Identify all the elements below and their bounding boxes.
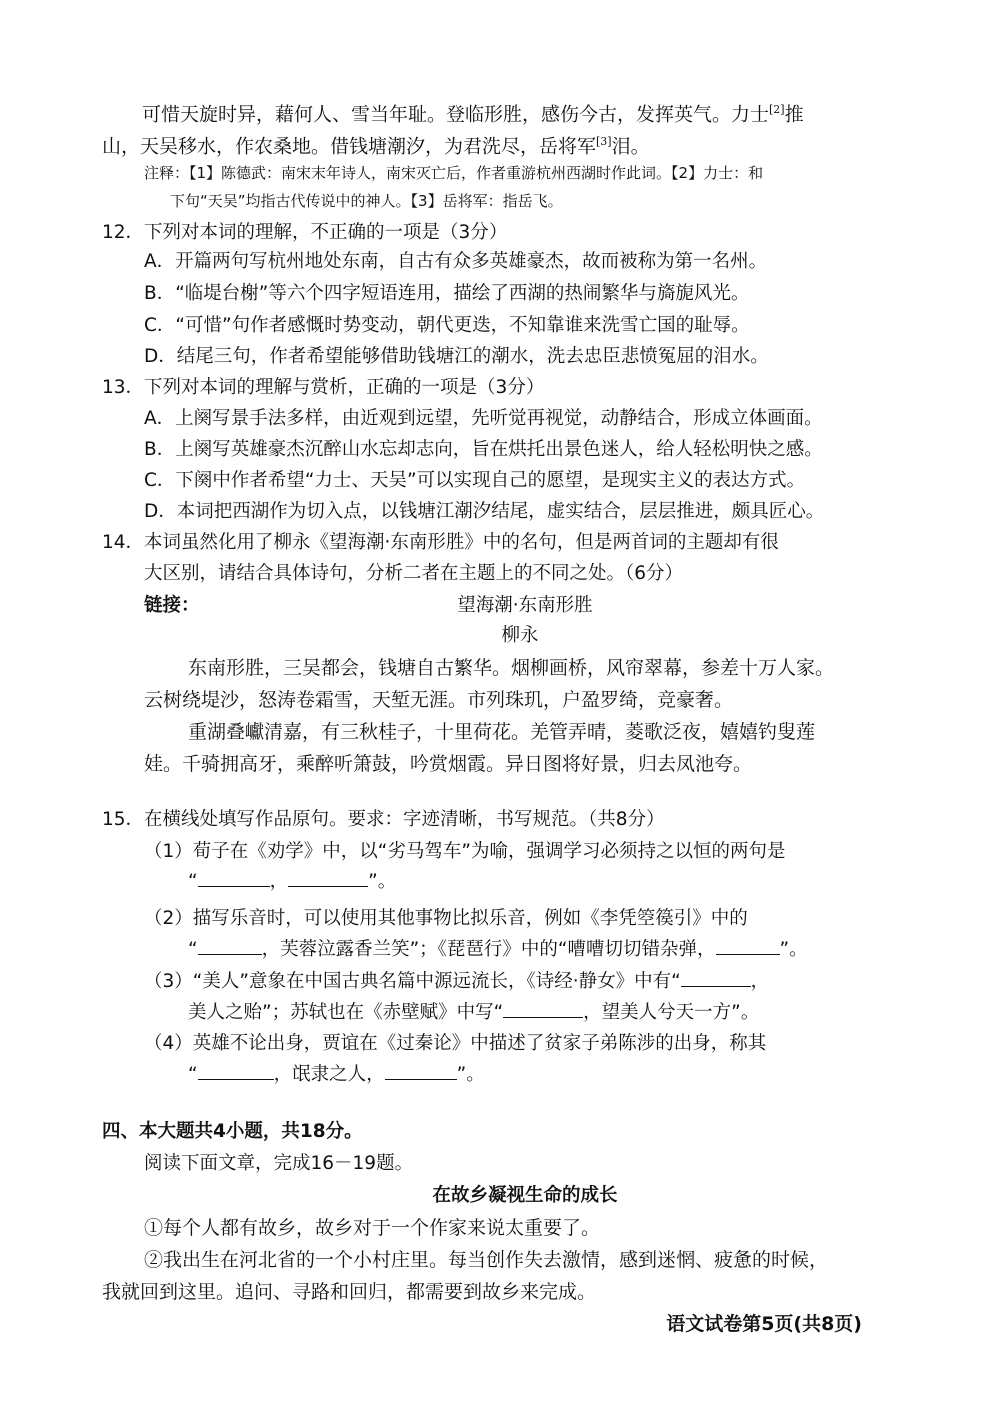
article-paragraph-2-line-2: 我就回到这里。追问、寻路和回归，都需要到故乡来完成。 [102, 1281, 597, 1303]
question-13-option-a: A．上阕写景手法多样，由近观到远望，先听觉再视觉，动静结合，形成立体画面。 [144, 408, 823, 429]
question-13-stem: 13．下列对本词的理解与赏析，正确的一项是（3分） [102, 377, 545, 398]
question-13-option-b: B．上阕写英雄豪杰沉醉山水忘却志向，旨在烘托出景色迷人，给人轻松明快之感。 [144, 439, 823, 460]
question-12-stem: 12．下列对本词的理解，不正确的一项是（3分） [102, 222, 508, 243]
article-paragraph-1: ①每个人都有故乡，故乡对于一个作家来说太重要了。 [144, 1217, 601, 1239]
link-poem-author: 柳永 [501, 625, 539, 646]
poem-text: 泪。 [611, 135, 650, 158]
article-title: 在故乡凝视生命的成长 [432, 1185, 618, 1206]
question-13-option-d: D．本词把西湖作为切入点，以钱塘江潮汐结尾，虚实结合，层层推进，颇具匠心。 [144, 501, 825, 522]
question-15-stem: 15．在横线处填写作品原句。要求：字迹清晰，书写规范。（共8分） [102, 809, 665, 830]
question-15-3-line-2: 美人之贻”；苏轼也在《赤壁赋》中写“ ，望美人兮天一方”。 [188, 1002, 760, 1023]
question-15-4-line-1: （4）英雄不论出身，贾谊在《过秦论》中描述了贫家子弟陈涉的出身，称其 [144, 1033, 767, 1054]
answer-blank[interactable] [288, 870, 368, 887]
notes-line-2: 下句“天吴”均指古代传说中的神人。【3】岳将军：指岳飞。 [170, 192, 563, 210]
question-14-line-2: 大区别，请结合具体诗句，分析二者在主题上的不同之处。（6分） [144, 563, 684, 584]
notes-line-1: 注释：【1】陈德武：南宋末年诗人，南宋灭亡后，作者重游杭州西湖时作此词。【2】力士：和 [144, 164, 764, 182]
poem-tail-line-2 [102, 128, 650, 160]
answer-blank[interactable] [198, 870, 270, 887]
footnote-marker: [3] [596, 135, 612, 148]
question-15-1-line-2: “ ， ”。 [188, 871, 397, 892]
question-15-2-line-2: “ ，芙蓉泣露香兰笑”；《琵琶行》中的“嘈嘈切切错杂弹， ”。 [188, 939, 808, 960]
answer-blank[interactable] [198, 1063, 274, 1080]
question-13-option-c: C．下阕中作者希望“力士、天吴”可以实现自己的愿望，是现实主义的表达方式。 [144, 470, 806, 491]
question-15-4-line-2: “ ，氓隶之人， ”。 [188, 1064, 485, 1085]
poem-text: 推 [784, 103, 804, 126]
question-15-3-line-1: （3）“美人”意象在中国古典名篇中源远流长，《诗经·静女》中有“ ， [144, 971, 770, 992]
footnote-marker: [2] [769, 103, 785, 116]
question-12-option-b: B．“临堤台榭”等六个四字短语连用，描绘了西湖的热闹繁华与旖旎风光。 [144, 283, 750, 304]
question-14-line-1: 14．本词虽然化用了柳永《望海潮·东南形胜》中的名句，但是两首词的主题却有很 [102, 532, 779, 553]
page-footer: 语文试卷第5页(共8页) [666, 1313, 862, 1335]
question-12-option-c: C．“可惜”句作者感慨时势变动，朝代更迭，不知靠谁来洗雪亡国的耻辱。 [144, 315, 750, 336]
question-12-option-a: A．开篇两句写杭州地处东南，自古有众多英雄豪杰，故而被称为第一名州。 [144, 251, 768, 272]
question-12-option-d: D．结尾三句，作者希望能够借助钱塘江的潮水，洗去忠臣悲愤冤屈的泪水。 [144, 346, 769, 367]
link-poem-line-1: 东南形胜，三吴都会，钱塘自古繁华。烟柳画桥，风帘翠幕，参差十万人家。 [188, 657, 835, 679]
section-4-instruction: 阅读下面文章，完成16－19题。 [144, 1153, 414, 1174]
section-4-heading: 四、本大题共4小题，共18分。 [102, 1121, 363, 1142]
poem-tail-line-1 [142, 96, 804, 128]
link-poem-line-4: 娃。千骑拥高牙，乘醉听箫鼓，吟赏烟霞。异日图将好景，归去凤池夸。 [144, 753, 753, 775]
answer-blank[interactable] [716, 938, 780, 955]
answer-blank[interactable] [503, 1001, 583, 1018]
question-15-2-line-1: （2）描写乐音时，可以使用其他事物比拟乐音，例如《李凭箜篌引》中的 [144, 908, 748, 929]
answer-blank[interactable] [681, 970, 751, 987]
link-label: 链接： [144, 595, 200, 616]
question-15-1-line-1: （1）荀子在《劝学》中，以“劣马驾车”为喻，强调学习必须持之以恒的两句是 [144, 841, 786, 862]
link-poem-line-2: 云树绕堤沙，怒涛卷霜雪，天堑无涯。市列珠玑，户盈罗绮，竞豪奢。 [144, 689, 734, 711]
link-poem-title: 望海潮·东南形胜 [457, 595, 593, 616]
link-poem-line-3: 重湖叠巘清嘉，有三秋桂子，十里荷花。羌管弄晴，菱歌泛夜，嬉嬉钓叟莲 [188, 721, 816, 743]
answer-blank[interactable] [385, 1063, 457, 1080]
article-paragraph-2-line-1: ②我出生在河北省的一个小村庄里。每当创作失去激情，感到迷惘、疲惫的时候， [144, 1249, 829, 1271]
poem-text: 可惜天旋时异，藉何人、雪当年耻。登临形胜，感伤今古，发挥英气。力士 [142, 103, 770, 126]
poem-text: 山，天吴移水，作农桑地。借钱塘潮汐，为君洗尽，岳将军 [102, 135, 597, 158]
answer-blank[interactable] [198, 938, 262, 955]
